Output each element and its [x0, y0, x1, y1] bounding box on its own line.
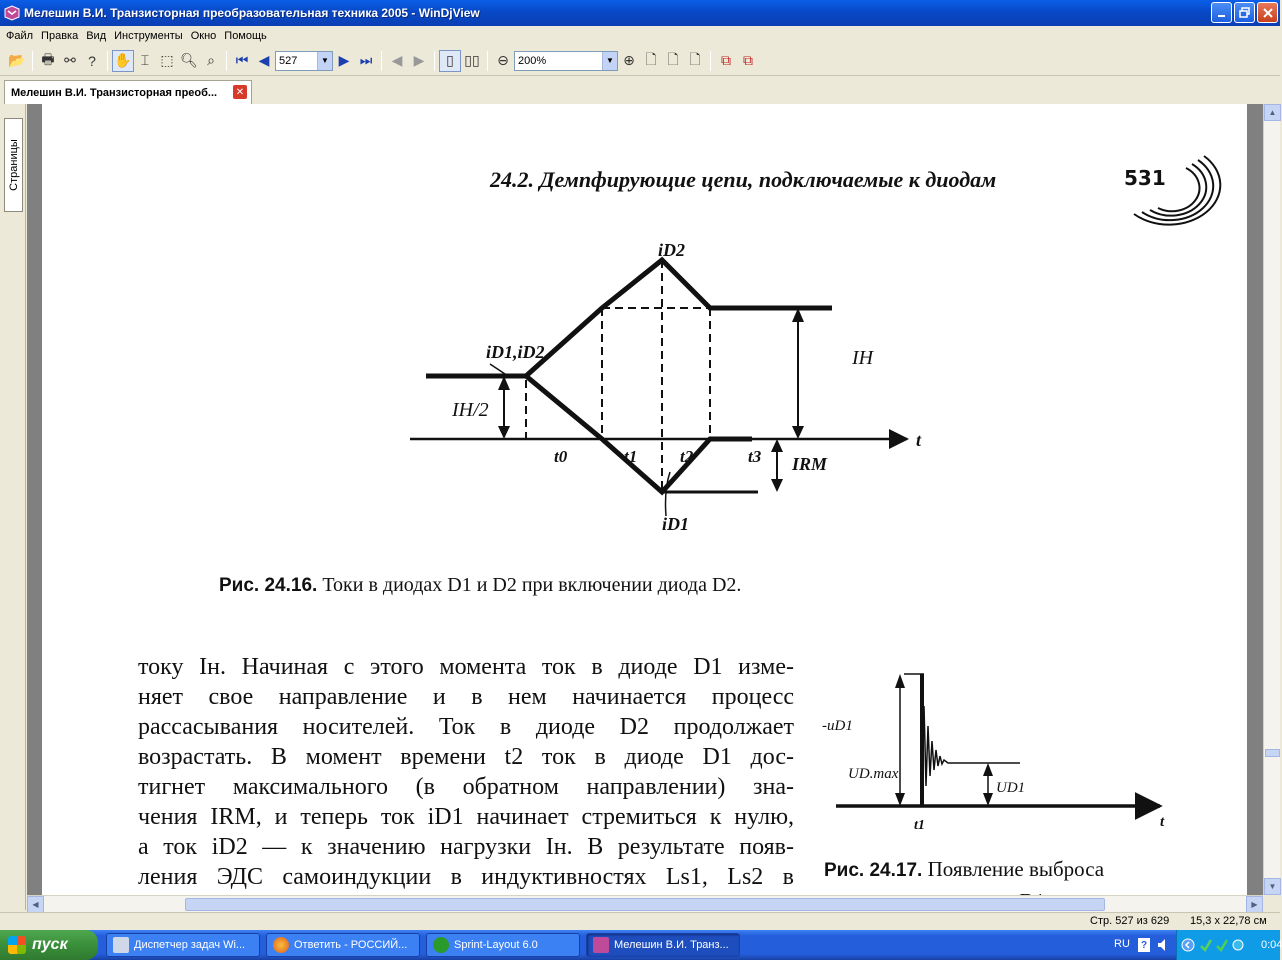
- close-button[interactable]: [1257, 2, 1278, 23]
- label-t-axis-fig2: t: [1160, 814, 1165, 830]
- menu-window[interactable]: Окно: [190, 29, 217, 42]
- label-t1-fig2: t1: [914, 818, 925, 833]
- running-header: 24.2. Демпфирующие цепи, подключаемые к диодам: [490, 167, 997, 192]
- sprint-layout-icon: [433, 937, 449, 953]
- magnifier-icon: 🔍︎: [180, 52, 198, 68]
- taskbar: [0, 930, 1280, 960]
- figure-24-16-caption-text: Токи в диодах D1 и D2 при включении диода D2.: [322, 574, 742, 596]
- task-manager-icon: [113, 937, 129, 953]
- status-page: Стр. 527 из 629: [1090, 915, 1170, 927]
- side-panel: [0, 104, 26, 910]
- printer-icon: 🖶: [41, 50, 55, 67]
- scroll-right-button[interactable]: [1246, 896, 1263, 913]
- close-icon: [1263, 8, 1273, 18]
- toolbar-separator: [710, 51, 711, 71]
- figure-24-17-caption-line1: Появление выброса: [927, 857, 1105, 881]
- taskbar-item-label: Sprint-Layout 6.0: [454, 939, 538, 951]
- last-page-button[interactable]: [355, 50, 377, 72]
- pages-panel-tab[interactable]: [4, 118, 23, 212]
- label-UD1: UD1: [996, 780, 1026, 796]
- body-line: няет свое направление и в нем начинается процесс: [138, 684, 794, 710]
- rect-select-icon: ⬚: [160, 52, 174, 68]
- body-line: рассасывания носителей. Ток в диоде D2 продолжает: [138, 714, 794, 740]
- hand-icon: ✋: [114, 52, 132, 68]
- toolbar-separator: [226, 51, 227, 71]
- pages-panel-tab-label: Страницы: [7, 139, 20, 191]
- title-bar: [0, 0, 1280, 26]
- label-IRM: IRM: [792, 454, 828, 474]
- find-button[interactable]: [59, 50, 81, 72]
- page-number-value: 527: [279, 54, 298, 67]
- two-page-icon: ▯▯: [464, 52, 480, 68]
- rotate-left-button[interactable]: [715, 50, 737, 72]
- volume-icon[interactable]: [1156, 937, 1172, 953]
- fit-page-button[interactable]: [640, 50, 662, 72]
- forward-arrow-icon: ▶: [413, 52, 425, 68]
- antivirus-icon[interactable]: [1215, 938, 1229, 952]
- select-tool-button[interactable]: [134, 50, 156, 72]
- zoom-rect-button[interactable]: [200, 50, 222, 72]
- taskbar-item-firefox[interactable]: [266, 933, 420, 957]
- windjview-app-icon: [4, 5, 20, 21]
- arrow-right-icon: ▶: [1251, 900, 1258, 909]
- taskbar-item-windjview[interactable]: [586, 933, 740, 957]
- windows-logo-icon: [8, 936, 26, 954]
- label-iD1-iD2: iD1,iD2: [486, 342, 545, 362]
- scroll-left-button[interactable]: [27, 896, 44, 913]
- menu-help[interactable]: Помощь: [224, 29, 267, 42]
- label-t-axis: t: [916, 430, 922, 450]
- back-button[interactable]: [386, 50, 408, 72]
- actual-size-button[interactable]: [684, 50, 706, 72]
- toolbar-separator: [32, 51, 33, 71]
- menu-file[interactable]: Файл: [6, 29, 34, 42]
- windjview-icon: [593, 937, 609, 953]
- system-tray: [1176, 930, 1280, 960]
- document-page: [42, 104, 1247, 904]
- restore-icon: [1239, 7, 1250, 18]
- label-t1: t1: [624, 447, 638, 466]
- figure-24-16-caption-number: Рис. 24.16.: [219, 575, 318, 596]
- rotate-right-button[interactable]: [737, 50, 759, 72]
- label-iD2: iD2: [658, 240, 685, 260]
- body-line: возрастать. В момент времени t2 ток в диоде D1 дос-: [138, 744, 794, 770]
- toolbar: [0, 46, 1280, 76]
- label-t3: t3: [748, 447, 762, 466]
- actual-size-icon: 🗋: [689, 50, 701, 67]
- arrow-left-icon: ◀: [32, 900, 39, 909]
- restore-button[interactable]: [1234, 2, 1255, 23]
- toolbar-separator: [434, 51, 435, 71]
- shield-icon[interactable]: [1231, 938, 1245, 952]
- taskbar-item-label: Диспетчер задач Wi...: [134, 939, 246, 951]
- label-t0: t0: [554, 447, 568, 466]
- toolbar-separator: [487, 51, 488, 71]
- minimize-button[interactable]: [1211, 2, 1232, 23]
- vertical-scrollbar[interactable]: [1263, 104, 1280, 895]
- figure-24-16-diagram: [402, 240, 922, 540]
- last-page-icon: ⏭: [359, 52, 373, 68]
- toolbar-separator: [107, 51, 108, 71]
- close-tab-icon[interactable]: ✕: [233, 85, 247, 99]
- page-number-ornament: [1124, 148, 1214, 222]
- hand-tool-button[interactable]: [112, 50, 134, 72]
- fit-width-icon: 🗋: [667, 50, 679, 67]
- zoom-out-button[interactable]: [492, 50, 514, 72]
- clock: 0:04: [1261, 939, 1282, 951]
- help-pointer-icon: ?: [88, 52, 96, 69]
- menu-tools[interactable]: Инструменты: [114, 29, 183, 42]
- help-tray-icon[interactable]: ?: [1138, 938, 1150, 952]
- menu-bar: [0, 26, 1280, 45]
- zoom-in-button[interactable]: [618, 50, 640, 72]
- horizontal-scrollbar[interactable]: [27, 895, 1263, 912]
- label-t2: t2: [680, 447, 694, 466]
- next-page-button[interactable]: [333, 50, 355, 72]
- label-IH-half: IH/2: [452, 399, 489, 421]
- scroll-down-button[interactable]: [1264, 878, 1281, 895]
- menu-edit[interactable]: Правка: [41, 29, 79, 42]
- folder-icon: 📂: [8, 52, 26, 68]
- body-line: ления ЭДС самоиндукции в индуктивностях Ls1, Ls2 в: [138, 864, 794, 890]
- minimize-icon: [1217, 8, 1227, 18]
- zoom-value: 200%: [518, 54, 547, 67]
- body-text: [138, 652, 794, 892]
- arrow-down-icon: ▼: [1268, 882, 1277, 891]
- tray-back-icon[interactable]: [1181, 938, 1195, 952]
- first-page-button[interactable]: [231, 50, 253, 72]
- two-page-button[interactable]: [461, 50, 483, 72]
- zoom-combo[interactable]: [514, 51, 618, 71]
- body-line: а ток iD2 — к значению нагрузки Iн. В результате появ-: [138, 834, 794, 860]
- fit-width-button[interactable]: [662, 50, 684, 72]
- print-button[interactable]: [37, 50, 59, 72]
- chevron-down-icon[interactable]: ▼: [317, 52, 332, 70]
- magnifier-rect-icon: ⌕: [207, 52, 215, 68]
- label-IH: IH: [852, 347, 874, 369]
- taskbar-item-sprint-layout[interactable]: [426, 933, 580, 957]
- rect-select-button[interactable]: [156, 50, 178, 72]
- back-arrow-icon: ◀: [391, 52, 403, 68]
- horizontal-scroll-thumb[interactable]: [185, 898, 1105, 911]
- toolbar-separator: [381, 51, 382, 71]
- next-page-icon: ▶: [338, 52, 350, 68]
- label-minus-uD1: -uD1: [822, 718, 853, 734]
- single-page-button[interactable]: [439, 50, 461, 72]
- figure-24-16-caption: [219, 574, 741, 597]
- binoculars-icon: ⚯: [64, 52, 76, 68]
- scroll-up-button[interactable]: [1264, 104, 1281, 121]
- taskbar-item-label: Мелешин В.И. Транз...: [614, 939, 729, 951]
- body-line: току Iн. Начиная с этого момента ток в диоде D1 изме-: [138, 654, 794, 680]
- figure-24-17-caption-number: Рис. 24.17.: [824, 860, 923, 881]
- status-page-size: 15,3 x 22,78 см: [1190, 915, 1267, 927]
- figure-24-17-diagram: [820, 666, 1180, 846]
- first-page-icon: ⏮: [235, 52, 249, 68]
- window-title: Мелешин В.И. Транзисторная преобразовательная техника 2005 - WinDjView: [24, 6, 480, 20]
- zoom-in-icon: ⊕: [623, 52, 635, 68]
- network-icon[interactable]: [1199, 938, 1213, 952]
- start-button[interactable]: [0, 930, 98, 960]
- vertical-scroll-thumb[interactable]: [1265, 749, 1280, 757]
- chevron-down-icon[interactable]: ▼: [602, 52, 617, 70]
- zoom-tool-button[interactable]: [178, 50, 200, 72]
- label-iD1: iD1: [662, 514, 689, 534]
- rotate-right-icon: ⧉: [743, 52, 753, 68]
- body-line: тигнет максимального (в обратном направлении) зна-: [138, 774, 794, 800]
- body-line: чения IRM, и теперь ток iD1 начинает стремиться к нулю,: [138, 804, 794, 830]
- status-bar: [0, 912, 1280, 930]
- taskbar-item-label: Ответить - РОССИЙ...: [294, 939, 408, 951]
- document-tab-strip: [0, 77, 1280, 104]
- start-button-label: пуск: [32, 936, 68, 953]
- firefox-icon: [273, 937, 289, 953]
- prev-page-button[interactable]: [253, 50, 275, 72]
- fit-page-icon: 🗋: [645, 50, 657, 67]
- zoom-out-icon: ⊖: [497, 52, 509, 68]
- arrow-up-icon: ▲: [1268, 108, 1277, 117]
- label-UDmax: UD.max: [848, 766, 899, 782]
- rotate-left-icon: ⧉: [721, 52, 731, 68]
- language-indicator[interactable]: RU: [1114, 938, 1130, 950]
- whats-this-button[interactable]: [81, 50, 103, 72]
- document-tab-label: Мелешин В.И. Транзисторная преоб...: [11, 86, 218, 99]
- taskbar-item-task-manager[interactable]: [106, 933, 260, 957]
- document-tab[interactable]: [4, 80, 252, 104]
- menu-view[interactable]: Вид: [86, 29, 107, 42]
- document-view[interactable]: [27, 104, 1263, 895]
- page-number-combo[interactable]: [275, 51, 333, 71]
- single-page-icon: ▯: [446, 52, 454, 68]
- page-number: 531: [1124, 166, 1166, 190]
- open-button[interactable]: [6, 50, 28, 72]
- forward-button[interactable]: [408, 50, 430, 72]
- prev-page-icon: ◀: [258, 52, 270, 68]
- text-cursor-icon: ⌶: [140, 52, 150, 68]
